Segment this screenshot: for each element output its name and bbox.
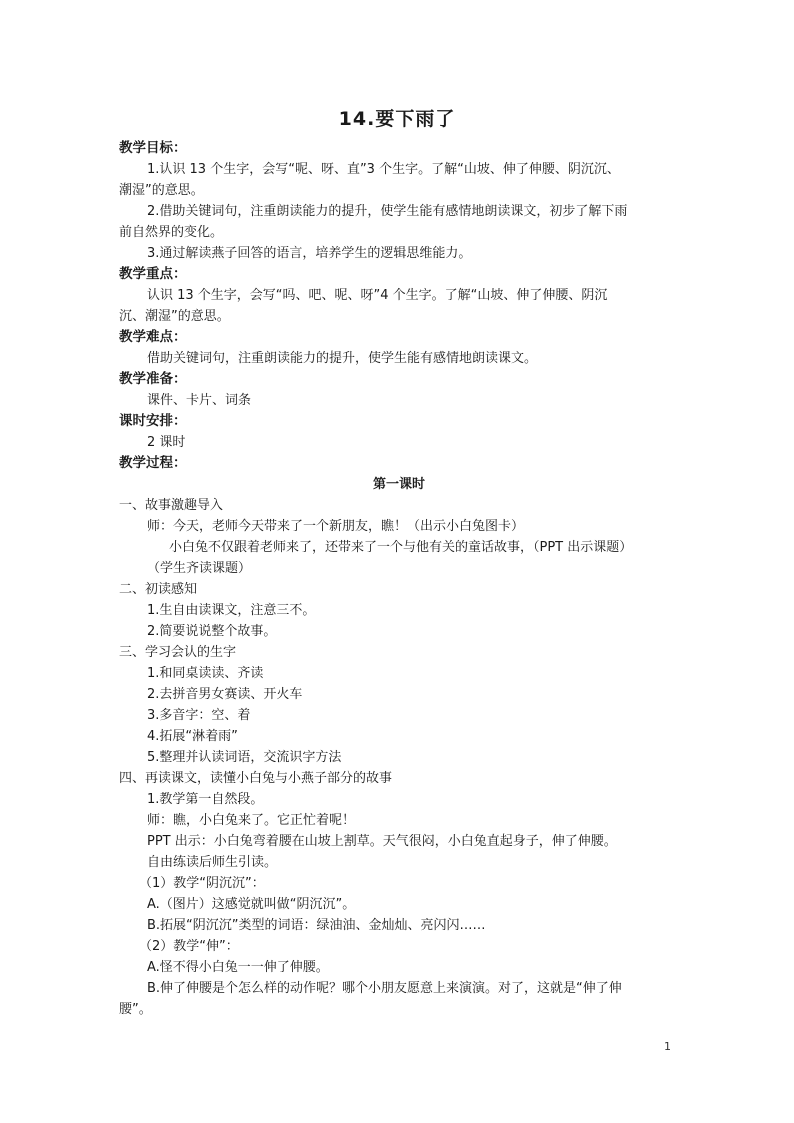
text-line: 1.生自由读课文，注意三不。 bbox=[147, 603, 316, 618]
section-heading: 二、初读感知 bbox=[119, 582, 198, 597]
heading-preparation: 教学准备： bbox=[119, 371, 187, 387]
text-line: 师：今天，老师今天带来了一个新朋友，瞧！（出示小白兔图卡） bbox=[147, 519, 525, 534]
text-line: A.（图片）这感觉就叫做“阴沉沉”。 bbox=[147, 897, 356, 912]
text-line: 潮湿”的意思。 bbox=[119, 183, 204, 198]
text-line: 认识 13 个生字，会写“吗、吧、呢、呀”4 个生字。了解“山坡、伸了伸腰、阴沉 bbox=[147, 288, 608, 303]
heading-objectives: 教学目标： bbox=[119, 140, 187, 156]
text-line: 2.借助关键词句，注重朗读能力的提升，使学生能有感情地朗读课文，初步了解下雨 bbox=[147, 204, 628, 219]
lesson-title: 14.要下雨了 bbox=[338, 108, 456, 130]
text-line: 师：瞧，小白兔来了。它正忙着呢！ bbox=[147, 813, 356, 828]
text-line: 自由练读后师生引读。 bbox=[147, 855, 278, 870]
text-line: （学生齐读课题） bbox=[147, 561, 252, 576]
page-number: 1 bbox=[664, 1040, 671, 1053]
text-line: 沉、潮湿”的意思。 bbox=[119, 309, 230, 324]
text-line: 1.教学第一自然段。 bbox=[147, 792, 264, 807]
text-line: 课件、卡片、词条 bbox=[147, 393, 252, 408]
text-line: 4.拓展“淋着雨” bbox=[147, 729, 238, 744]
heading-key-points: 教学重点： bbox=[119, 266, 187, 282]
text-line: 3.通过解读燕子回答的语言，培养学生的逻辑思维能力。 bbox=[147, 246, 472, 261]
heading-schedule: 课时安排： bbox=[119, 413, 187, 429]
text-line: 小白兔不仅跟着老师来了，还带来了一个与他有关的童话故事，（PPT 出示课题） bbox=[169, 540, 633, 555]
section-heading: 一、故事激趣导入 bbox=[119, 498, 224, 513]
text-line: （2）教学“伸”： bbox=[139, 939, 239, 954]
text-line: 1.认识 13 个生字，会写“呢、呀、直”3 个生字。了解“山坡、伸了伸腰、阴沉沉、 bbox=[147, 162, 620, 177]
heading-process: 教学过程： bbox=[119, 455, 187, 471]
text-line: 3.多音字：空、着 bbox=[147, 708, 251, 723]
text-line: A.怪不得小白兔一一伸了伸腰。 bbox=[147, 960, 329, 975]
text-line: PPT 出示：小白兔弯着腰在山坡上割草。天气很闷，小白兔直起身子，伸了伸腰。 bbox=[147, 834, 617, 849]
section-heading: 三、学习会认的生字 bbox=[119, 645, 237, 660]
section-heading: 四、再读课文，读懂小白兔与小燕子部分的故事 bbox=[119, 771, 393, 786]
text-line: 1.和同桌读读、齐读 bbox=[147, 666, 264, 681]
text-line: B.伸了伸腰是个怎么样的动作呢？哪个小朋友愿意上来演演。对了，这就是“伸了伸 bbox=[147, 981, 622, 996]
text-line: 腰”。 bbox=[119, 1002, 152, 1017]
heading-difficulties: 教学难点： bbox=[119, 329, 187, 345]
text-line: 2.去拼音男女赛读、开火车 bbox=[147, 687, 303, 702]
lesson-body bbox=[119, 138, 679, 1020]
subheading-first-lesson: 第一课时 bbox=[372, 477, 425, 492]
text-line: 借助关键词句，注重朗读能力的提升，使学生能有感情地朗读课文。 bbox=[147, 351, 538, 366]
text-line: 前自然界的变化。 bbox=[119, 225, 224, 240]
text-line: （1）教学“阴沉沉”： bbox=[139, 876, 265, 891]
text-line: 5.整理并认读词语，交流识字方法 bbox=[147, 750, 342, 765]
text-line: B.拓展“阴沉沉”类型的词语：绿油油、金灿灿、亮闪闪…… bbox=[147, 918, 486, 933]
text-line: 2 课时 bbox=[147, 435, 186, 450]
text-line: 2.简要说说整个故事。 bbox=[147, 624, 277, 639]
